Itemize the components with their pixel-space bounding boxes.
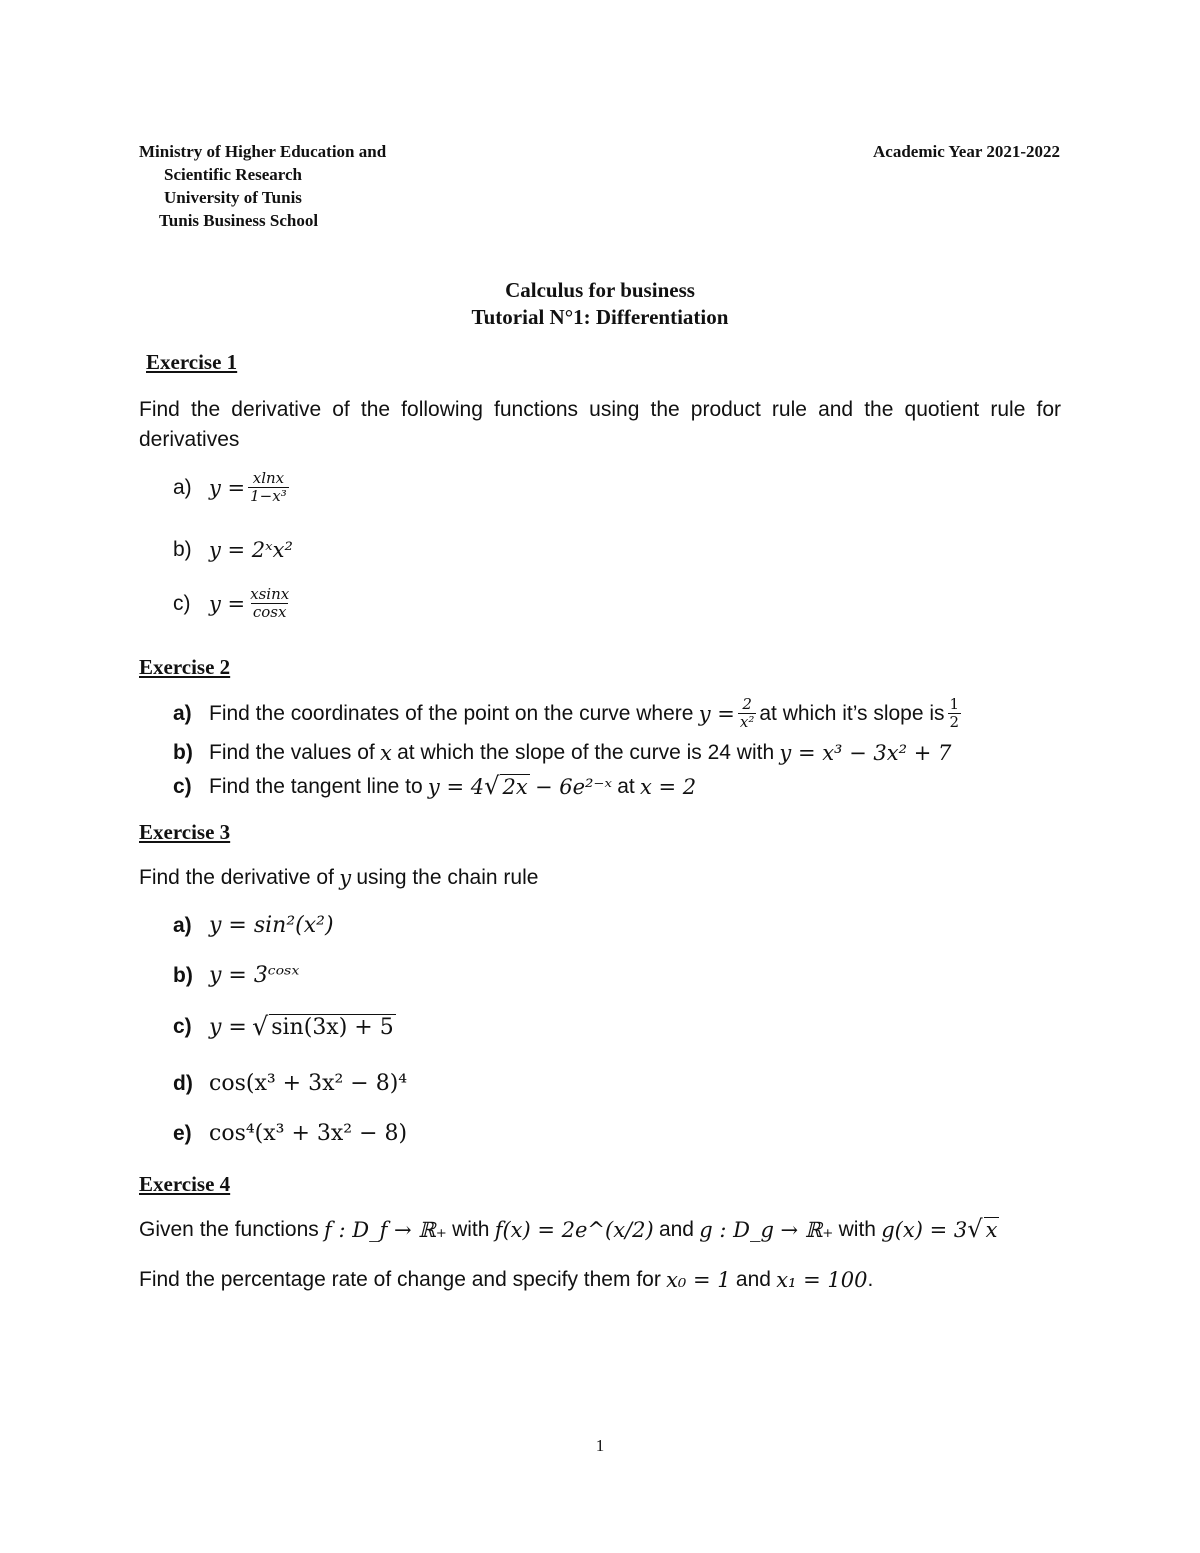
exercise-4-task: Find the percentage rate of change and specify them for x₀ = 1 and x₁ = 100 . bbox=[139, 1267, 874, 1292]
ministry-line-1: Ministry of Higher Education and bbox=[139, 142, 387, 161]
tutorial-title: Tutorial N°1: Differentiation bbox=[471, 305, 729, 329]
exercise-1-item-b: b) y = 2ˣx² bbox=[173, 538, 293, 562]
exercise-1-item-c: c) y = $\frac{xsinx}{\cos x}$ bbox=[173, 585, 290, 622]
page-number: 1 bbox=[595, 1436, 605, 1455]
exercise-4-heading: Exercise 4 bbox=[139, 1172, 231, 1196]
exercise-4-given: Given the functions f : D_f → ℝ₊ with f(x) = 2e^(x/2) and g : D_g → ℝ₊ with g(x) = 3 √ x bbox=[139, 1215, 998, 1243]
exercise-3-item-a: a) y = sin²(x²) bbox=[173, 913, 334, 938]
exercise-3-instruction: Find the derivative of y using the chain rule bbox=[139, 865, 539, 890]
square-root: √ sin(3x) + 5 bbox=[252, 1012, 394, 1041]
exercise-2-item-a: a) Find the coordinates of the point on the curve where y = $\frac{2}{\text{x²}}$ at which it’s slope is $\frac{1}{2}$ bbox=[173, 695, 960, 732]
fraction: $\frac{1}{2}$ bbox=[949, 695, 960, 732]
course-title: Calculus for business bbox=[505, 278, 695, 302]
exercise-2-heading: Exercise 2 bbox=[139, 655, 231, 679]
ministry-line-2: Scientific Research bbox=[164, 165, 303, 184]
exercise-3-item-d: d) cos(x³ + 3x² − 8)⁴ bbox=[173, 1071, 408, 1096]
exercise-2-item-b: b) Find the values of x at which the slope of the curve is 24 with y = x³ − 3x² + 7 bbox=[173, 740, 952, 765]
fraction: $\frac{xsinx}{\cos x}$ bbox=[250, 585, 290, 622]
exercise-2-item-c: c) Find the tangent line to y = 4 √ 2x − 6e²⁻ˣ at x = 2 bbox=[173, 772, 697, 800]
academic-year: Academic Year 2021-2022 bbox=[873, 142, 1060, 161]
exercise-1-heading: Exercise 1 bbox=[146, 350, 238, 374]
exercise-3-item-c: c) y = √ sin(3x) + 5 bbox=[173, 1012, 394, 1041]
exercise-1-item-a: a) y = $\frac{xlnx}{\text{1−x³}}$ bbox=[173, 469, 287, 506]
square-root: √ x bbox=[967, 1215, 998, 1243]
university-name: University of Tunis bbox=[164, 188, 302, 207]
square-root: √ 2x bbox=[484, 772, 528, 800]
exercise-3-item-e: e) cos⁴(x³ + 3x² − 8) bbox=[173, 1121, 408, 1146]
fraction: $\frac{2}{\text{x²}}$ bbox=[739, 695, 755, 732]
exercise-3-heading: Exercise 3 bbox=[139, 820, 231, 844]
school-name: Tunis Business School bbox=[159, 211, 319, 230]
exercise-1-instruction: Find the derivative of the following functions using the product rule and the quotient rule for derivatives bbox=[139, 398, 1061, 451]
fraction: $\frac{xlnx}{\text{1−x³}}$ bbox=[250, 469, 287, 506]
exercise-3-item-b: b) y = 3ᶜᵒˢˣ bbox=[173, 963, 300, 988]
